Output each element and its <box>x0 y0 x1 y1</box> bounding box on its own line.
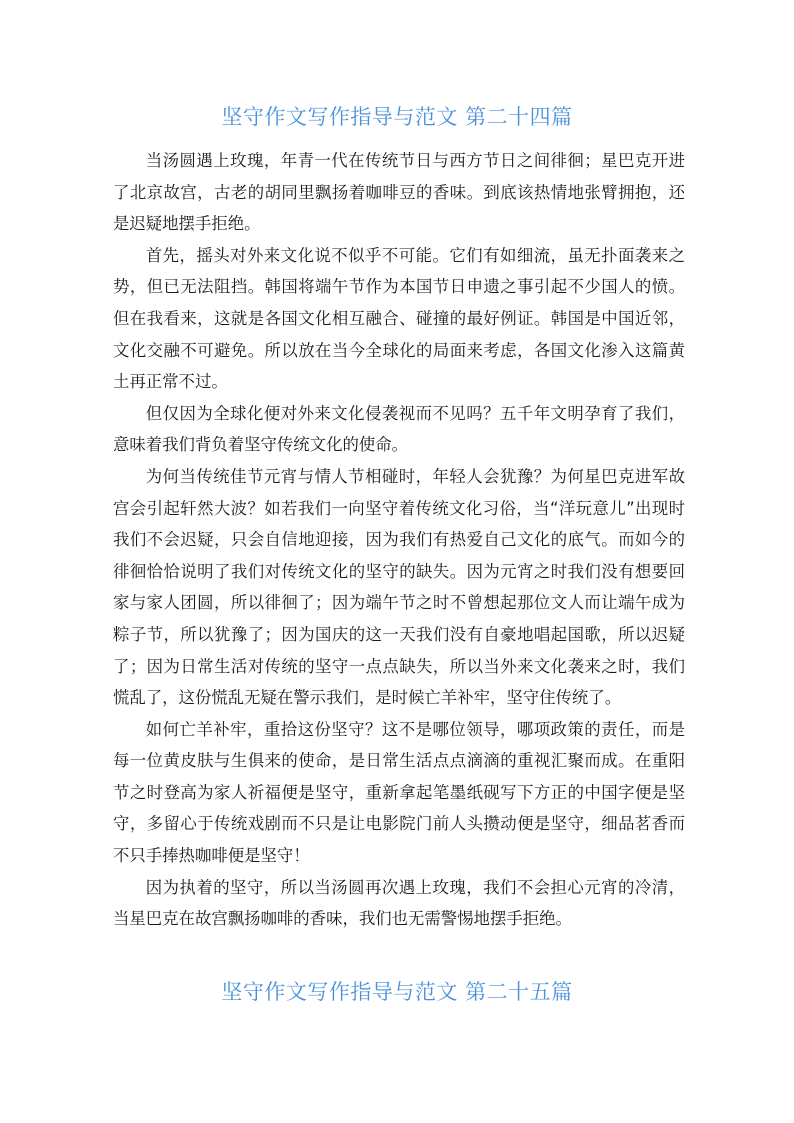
body-paragraph: 当汤圆遇上玫瑰，年青一代在传统节日与西方节日之间徘徊；星巴克开进了北京故宫，古老的胡同里飘扬着咖啡豆的香味。到底该热情地张臂拥抱，还是迟疑地摆手拒绝。 <box>113 151 685 234</box>
next-article-title: 坚守作文写作指导与范文 第二十五篇 <box>221 980 573 1004</box>
body-paragraph: 如何亡羊补牢，重拾这份坚守？这不是哪位领导，哪项政策的责任，而是每一位黄皮肤与生俱来的使命，是日常生活点点滴滴的重视汇聚而成。在重阳节之时登高为家人祈福便是坚守，重新拿起笔墨纸砚写下方正的中国字便是坚守，多留心于传统戏剧而不只是让电影院门前人头攒动便是坚守，细品茗香而不只手捧热咖啡便是坚守！ <box>113 719 685 866</box>
body-paragraph: 但仅因为全球化便对外来文化侵袭视而不见吗？五千年文明孕育了我们，意味着我们背负着坚守传统文化的使命。 <box>113 403 685 455</box>
body-paragraph: 首先，摇头对外来文化说不似乎不可能。它们有如细流，虽无扑面袭来之势，但已无法阻挡。韩国将端午节作为本国节日申遗之事引起不少国人的愤。但在我看来，这就是各国文化相互融合、碰撞的最好例证。韩国是中国近邻，文化交融不可避免。所以放在当今全球化的局面来考虑，各国文化渗入这篇黄土再正常不过。 <box>113 245 685 392</box>
body-paragraph: 为何当传统佳节元宵与情人节相碰时，年轻人会犹豫？为何星巴克进军故宫会引起轩然大波？如若我们一向坚守着传统文化习俗，当“洋玩意儿”出现时我们不会迟疑，只会自信地迎接，因为我们有热爱自己文化的底气。而如今的徘徊恰恰说明了我们对传统文化的坚守的缺失。因为元宵之时我们没有想要回家与家人团圆，所以徘徊了；因为端午节之时不曾想起那位文人而让端午成为粽子节，所以犹豫了；因为国庆的这一天我们没有自豪地唱起国歌，所以迟疑了；因为日常生活对传统的坚守一点点缺失，所以当外来文化袭来之时，我们慌乱了，这份慌乱无疑在警示我们，是时候亡羊补牢，坚守住传统了。 <box>113 466 685 708</box>
body-paragraph: 因为执着的坚守，所以当汤圆再次遇上玫瑰，我们不会担心元宵的冷清，当星巴克在故宫飘扬咖啡的香味，我们也无需警惕地摆手拒绝。 <box>113 877 685 929</box>
article-title: 坚守作文写作指导与范文 第二十四篇 <box>221 105 573 129</box>
article-body <box>113 145 685 935</box>
